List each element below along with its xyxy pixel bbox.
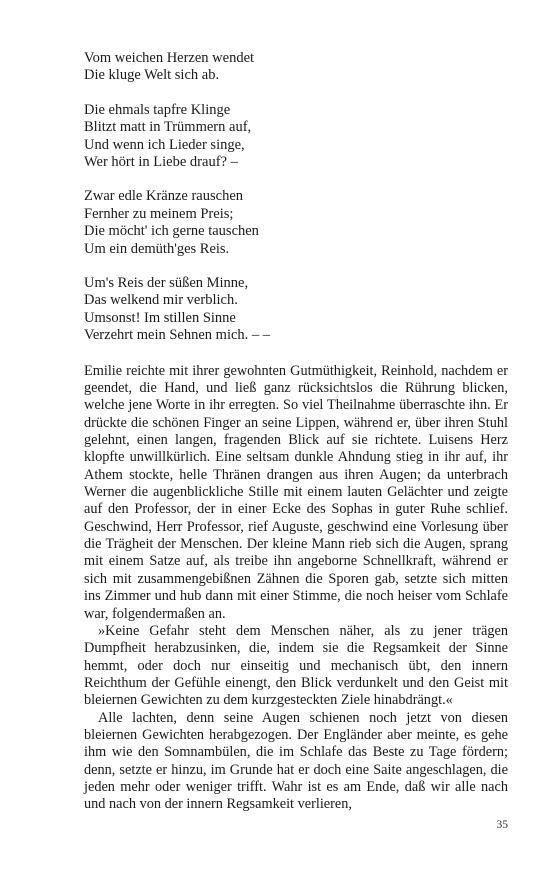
poem-line: Zwar edle Kränze rauschen: [84, 188, 244, 205]
poem-line: Um's Reis der süßen Minne,: [84, 275, 249, 292]
poem-stanza-1: [84, 50, 508, 85]
poem-line: Das welkend mir verblich.: [84, 292, 238, 309]
poem-line: Die kluge Welt sich ab.: [84, 67, 220, 84]
poem-line: Vom weichen Herzen wendet: [84, 50, 255, 66]
prose-paragraph: »Keine Gefahr steht dem Menschen näher, als zu jener trägen Dumpfheit herabzusinken, die, indem sie die Regsamkeit der Sinne hemmt, oder doch nur einseitig und mechanisch übt, den innern Reichthum der Gefühle einengt, den Blick verdunkelt und den Geist mit bleiernen Gewichten zu dem kurzgesteckten Ziele hinabdrängt.«: [84, 622, 508, 709]
poem-stanza-2: [84, 102, 508, 172]
prose-body: [84, 363, 508, 814]
poem-line: Die möcht' ich gerne tauschen: [84, 223, 259, 240]
poem-stanza-3: [84, 188, 508, 258]
poem-stanza-4: [84, 275, 508, 345]
poem-line: Fernher zu meinem Preis;: [84, 205, 234, 222]
page-number: 35: [496, 819, 508, 831]
poem-line: Wer hört in Liebe drauf? –: [84, 154, 238, 171]
poem-line: Verzehrt mein Sehnen mich. – –: [84, 327, 271, 344]
poem-line: Und wenn ich Lieder singe,: [84, 136, 245, 153]
poem: [84, 50, 508, 345]
poem-line: Blitzt matt in Trümmern auf,: [84, 119, 252, 136]
poem-line: Die ehmals tapfre Klinge: [84, 101, 231, 118]
poem-line: Umsonst! Im stillen Sinne: [84, 309, 236, 326]
prose-paragraph: Emilie reichte mit ihrer gewohnten Gutmüthigkeit, Reinhold, nachdem er geendet, die Hand, und ließ ganz rücksichtslos die Rührung blicken, welche jene Worte in ihr erregten. So viel Theilnahme überraschte ihn. Er drückte die schönen Finger an seine Lippen, während er, über ihren Stuhl gelehnt, einen langen, fragenden Blick auf sie richtete. Luisens Herz klopfte unwillkürlich. Eine seltsam dunkle Ahndung stieg in ihr auf, ihr Athem stockte, helle Thränen drangen aus ihren Augen; da unterbrach Werner die augenblickliche Stille mit einem lauten Gelächter und zeigte auf den Professor, der in einer Ecke des Sophas in guter Ruhe schlief. Geschwind, Herr Professor, rief Auguste, geschwind eine Vorlesung über die Trägheit der Menschen. Der kleine Mann rieb sich die Augen, sprang mit einem Satze auf, als treibe ihn angeborne Schnellkraft, während er sich mit zusammengebißnen Zähnen die Sporen gab, setzte sich mitten ins Zimmer und hub dann mit einer Stimme, die noch heiser vom Schlafe war, folgendermaßen an.: [84, 362, 508, 622]
book-page: [84, 50, 508, 814]
poem-line: Um ein demüth'ges Reis.: [84, 240, 230, 257]
prose-paragraph: Alle lachten, denn seine Augen schienen noch jetzt von diesen bleiernen Gewichten herabgezogen. Der Engländer aber meinte, es gehe ihm wie den Somnambülen, die im Schlafe das Beste zu Tage fördern; denn, setzte er hinzu, im Grunde hat er doch eine Saite angeschlagen, die jeden mehr oder weniger trifft. Wahr ist es am Ende, daß wir alle nach und nach von der innern Regsamkeit verlieren,: [84, 709, 508, 813]
